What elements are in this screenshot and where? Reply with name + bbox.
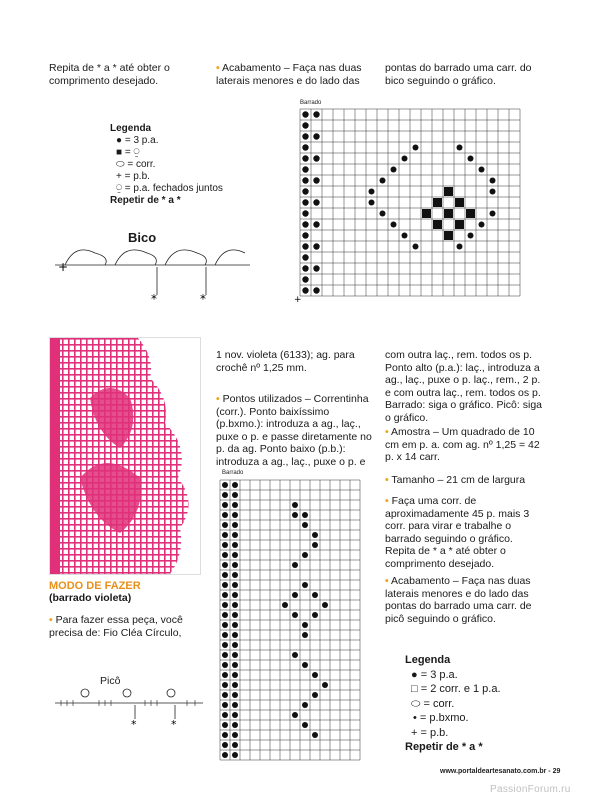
barrado-chart-bottom [217,478,372,763]
asterisk-icon: * [200,292,206,306]
bullet-icon: • [216,62,220,74]
lace-photo [49,337,201,575]
barrado-label-top: Barrado [300,100,322,106]
right-text-1: com outra laç., rem. todos os p. Ponto alto (p.a.): laç., introduza a ag., laç., puxe o p. laç., rem., 2 p. e com outra laç., rem. todos os p. Barrado: siga o gráfico. Picô: siga o gráfico. [385,349,542,424]
top-text-col3: pontas do barrado uma carr. do bico seguindo o gráfico. [385,62,532,87]
barrado-label-bottom: Barrado [222,470,244,476]
empty-square-icon: □ [411,683,418,695]
chain-oval-icon: ⬭ [411,697,421,710]
bullet-icon: • [385,575,389,587]
legend-bottom-repeat: Repetir de * a * [405,741,483,753]
right-text-2: • Amostra – Um quadrado de 10 cm em p. a. com ag. nº 1,25 = 42 p. x 14 carr. [385,426,540,463]
top-text-col2: • Acabamento – Faça nas duas laterais menores e do lado das [216,62,362,87]
legend-bottom: Legenda ● = 3 p.a. □ = 2 corr. e 1 p.a. ⬭ = corr. • = p.bxmo. + = p.b. Repetir de * a * [405,654,501,753]
cluster-stitch-icon: ⍜ [133,147,140,158]
asterisk-icon: * [171,718,177,731]
plus-icon: + [58,260,69,274]
legend-bottom-title: Legenda [405,654,451,666]
dot-icon: • [413,712,417,724]
footer: www.portaldeartesanato.com.br - 29 [440,768,561,775]
footer-site: www.portaldeartesanato.com.br [440,768,547,775]
picot-diagram [55,685,205,730]
top-text-col1: Repita de * a * até obter o comprimento desejado. [49,62,170,87]
right-text-5: • Acabamento – Faça nas duas laterais menores e do lado das pontas do barrado uma carr. de picô seguindo o gráfico. [385,575,532,625]
chain-oval-icon: ⬭ [116,159,125,170]
bullet-icon: • [216,393,220,405]
bullet-icon: • [49,614,53,626]
section-subheading: (barrado violeta) [49,592,132,604]
legend-top-title: Legenda [110,123,152,134]
section-heading: MODO DE FAZER [49,580,141,592]
closed-cluster-icon: ⍜ [116,183,122,194]
right-text-4: • Faça uma corr. de aproximadamente 45 p. mais 3 corr. para virar e trabalhe o barrado seguindo o gráfico. Repita de * a * até obter o comprimento desejado. [385,495,530,570]
plus-icon: + [411,726,418,739]
watermark: PassionForum.ru [490,784,571,795]
grid-lines [300,109,520,296]
grid-lines [220,480,360,760]
barrado-chart-top [296,107,546,314]
bullet-icon: • [385,474,389,486]
picot-label: Picô [100,675,121,687]
materials-text: • Para fazer essa peça, você precisa de: Fio Cléa Círculo, [49,614,183,639]
bico-diagram [55,245,255,310]
bico-label: Bico [128,230,157,245]
page-number: 29 [552,768,561,775]
filled-square-icon: ■ [116,147,123,158]
bullet-icon: • [385,426,389,438]
legend-top-repeat: Repetir de * a * [110,195,181,206]
filled-circle-icon: ● [411,668,418,681]
asterisk-icon: * [151,292,157,306]
mid-text-2: • Pontos utilizados – Correntinha (corr.). Ponto baixíssimo (p.bxmo.): introduza a ag., laç., puxe o p. e passe diretamente no p. da ag. Ponto baixo (p.b.): introduza a ag., laç., puxe o p. e [216,393,372,468]
mid-text-1: 1 nov. violeta (6133); ag. para crochê nº 1,25 mm. [216,349,355,374]
bullet-icon: • [385,495,389,507]
legend-top: Legenda ● = 3 p.a. ■ = ⍜ ⬭ = corr. + = p.b. ⍜ = p.a. fechados juntos Repetir de * a * [110,123,223,206]
asterisk-icon: * [131,718,137,731]
plus-icon: + [116,171,122,182]
right-text-3: • Tamanho – 21 cm de largura [385,474,526,486]
filled-circle-icon: ● [116,135,123,146]
plus-icon: + [294,295,302,305]
